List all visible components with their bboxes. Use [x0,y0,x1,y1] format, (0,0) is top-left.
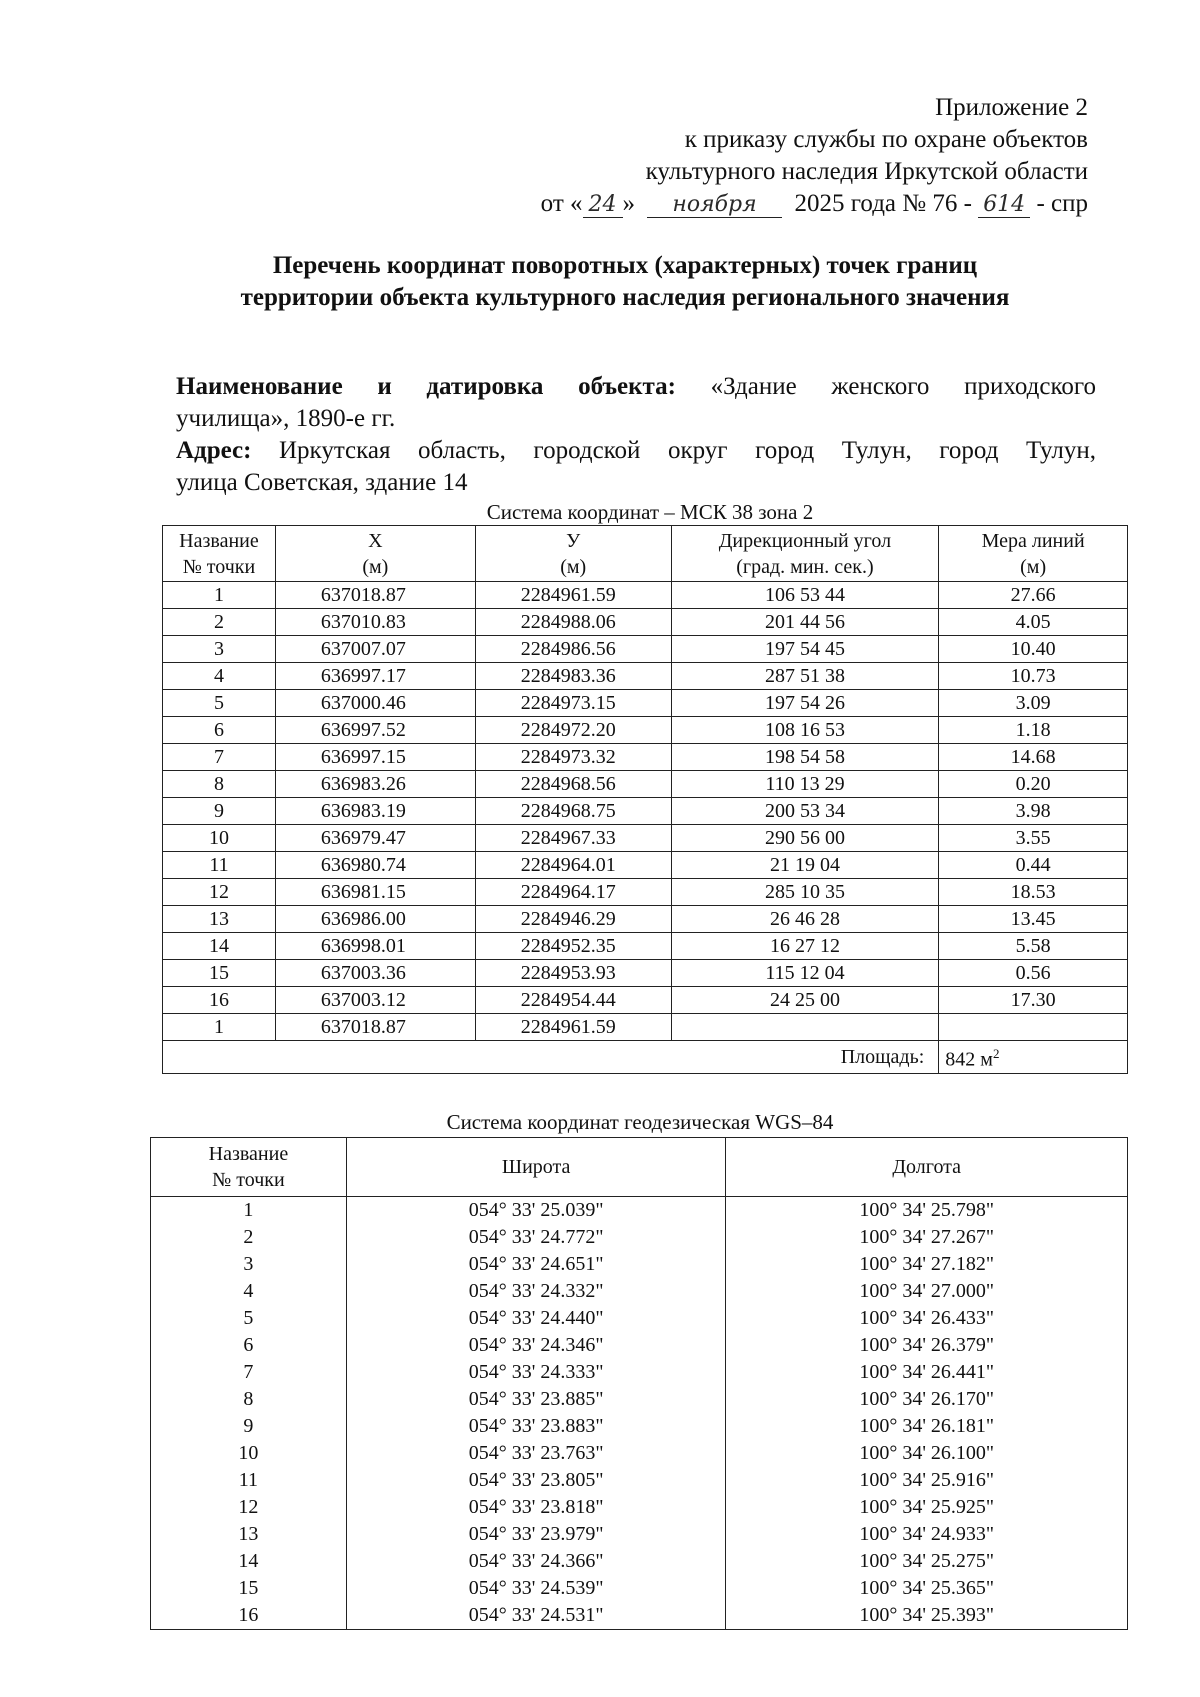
msk-point-cell: 8 [163,771,276,798]
handwritten-month: ноября [647,193,782,218]
msk-y-cell: 2284968.75 [475,798,671,825]
msk-point-cell: 11 [163,852,276,879]
address-value: Иркутская область, городской округ город Тулун, город Тулун, [278,437,1096,464]
msk-angle-cell: 26 46 28 [671,906,939,933]
wgs-latitude-cell: 054° 33' 23.979" [346,1521,726,1548]
msk-angle-cell: 115 12 04 [671,960,939,987]
wgs-point-cell: 15 [151,1575,347,1602]
title-line-1: Перечень координат поворотных (характерных) точек границ [272,252,978,279]
wgs-table-row [151,1224,1128,1251]
msk-length-cell [939,1014,1128,1041]
wgs-point-cell: 16 [151,1602,347,1630]
wgs-latitude-cell: 054° 33' 25.039" [346,1197,726,1225]
wgs-latitude-cell: 054° 33' 24.531" [346,1602,726,1630]
wgs-point-cell: 10 [151,1440,347,1467]
wgs-longitude-cell: 100° 34' 25.798" [726,1197,1128,1225]
msk-table-row [163,771,1128,798]
wgs-latitude-cell: 054° 33' 24.346" [346,1332,726,1359]
wgs-point-cell: 6 [151,1332,347,1359]
msk-point-cell: 5 [163,690,276,717]
msk-angle-cell: 108 16 53 [671,717,939,744]
wgs-point-cell: 1 [151,1197,347,1225]
msk-table-caption: Система координат – МСК 38 зона 2 [486,500,814,524]
wgs-latitude-cell: 054° 33' 23.805" [346,1467,726,1494]
msk-point-cell: 12 [163,879,276,906]
msk-angle-cell: 200 53 34 [671,798,939,825]
msk-y-cell: 2284967.33 [475,825,671,852]
msk-y-cell: 2284986.56 [475,636,671,663]
msk-point-cell: 14 [163,933,276,960]
appendix-header [541,92,1088,220]
msk-col-angle: Дирекционный угол (град. мин. сек.) [671,526,939,582]
msk-table-row [163,663,1128,690]
msk-y-cell: 2284973.32 [475,744,671,771]
msk-x-cell: 636997.17 [275,663,475,690]
msk-length-cell: 17.30 [939,987,1128,1014]
msk-length-cell: 4.05 [939,609,1128,636]
wgs-table-caption: Система координат геодезическая WGS–84 [446,1110,834,1134]
order-year-text: 2025 года № 76 - [794,190,972,217]
wgs-longitude-cell: 100° 34' 26.379" [726,1332,1128,1359]
msk-table-row [163,987,1128,1014]
msk-y-cell: 2284964.17 [475,879,671,906]
msk-table-row [163,636,1128,663]
msk-x-cell: 636997.52 [275,717,475,744]
wgs-latitude-cell: 054° 33' 23.818" [346,1494,726,1521]
msk-point-cell: 9 [163,798,276,825]
wgs-point-cell: 12 [151,1494,347,1521]
msk-angle-cell: 287 51 38 [671,663,939,690]
handwritten-order-number: 614 [978,193,1030,218]
msk-table-row [163,879,1128,906]
wgs-latitude-cell: 054° 33' 24.332" [346,1278,726,1305]
msk-length-cell: 3.98 [939,798,1128,825]
msk-point-cell: 2 [163,609,276,636]
wgs-latitude-cell: 054° 33' 24.539" [346,1575,726,1602]
wgs-latitude-cell: 054° 33' 24.772" [346,1224,726,1251]
msk-col-y: У (м) [475,526,671,582]
wgs-point-cell: 3 [151,1251,347,1278]
wgs-table-row [151,1278,1128,1305]
wgs-table-row [151,1413,1128,1440]
msk-y-cell: 2284961.59 [475,1014,671,1041]
wgs-longitude-cell: 100° 34' 26.433" [726,1305,1128,1332]
msk-table-row [163,1014,1128,1041]
object-name-label: Наименование и датировка объекта: [176,373,676,400]
msk-length-cell: 27.66 [939,582,1128,609]
msk-x-cell: 637003.36 [275,960,475,987]
msk-angle-cell: 24 25 00 [671,987,939,1014]
wgs-table-row [151,1602,1128,1630]
msk-x-cell: 636983.26 [275,771,475,798]
wgs-longitude-cell: 100° 34' 25.365" [726,1575,1128,1602]
wgs-table-row [151,1494,1128,1521]
address-label: Адрес: [176,437,252,464]
wgs-col-longitude: Долгота [726,1138,1128,1197]
msk-x-cell: 637003.12 [275,987,475,1014]
msk-col-length: Мера линий (м) [939,526,1128,582]
msk-table-row [163,852,1128,879]
order-reference-line: к приказу службы по охране объектов [684,126,1088,153]
msk-length-cell: 3.09 [939,690,1128,717]
wgs-longitude-cell: 100° 34' 25.925" [726,1494,1128,1521]
msk-x-cell: 636998.01 [275,933,475,960]
msk-y-cell: 2284973.15 [475,690,671,717]
wgs-latitude-cell: 054° 33' 23.763" [346,1440,726,1467]
wgs-point-cell: 13 [151,1521,347,1548]
wgs-latitude-cell: 054° 33' 23.883" [346,1413,726,1440]
wgs-table-row [151,1359,1128,1386]
wgs-longitude-cell: 100° 34' 27.182" [726,1251,1128,1278]
msk-x-cell: 636986.00 [275,906,475,933]
wgs-point-cell: 14 [151,1548,347,1575]
msk-length-cell: 10.73 [939,663,1128,690]
wgs-col-latitude: Широта [346,1138,726,1197]
msk-x-cell: 636997.15 [275,744,475,771]
wgs-table-row [151,1548,1128,1575]
msk-angle-cell: 201 44 56 [671,609,939,636]
wgs-longitude-cell: 100° 34' 26.100" [726,1440,1128,1467]
wgs-point-cell: 9 [151,1413,347,1440]
area-value: 842 $м^2$ [939,1041,1128,1074]
msk-point-cell: 13 [163,906,276,933]
date-prefix: от « [540,190,583,217]
wgs-point-cell: 7 [151,1359,347,1386]
wgs-table-row [151,1440,1128,1467]
order-authority-line: культурного наследия Иркутской области [645,158,1088,185]
msk-table-row [163,906,1128,933]
msk-length-cell: 3.55 [939,825,1128,852]
msk-angle-cell [671,1014,939,1041]
wgs-table-row [151,1332,1128,1359]
msk-length-cell: 13.45 [939,906,1128,933]
msk-length-cell: 5.58 [939,933,1128,960]
msk-length-cell: 18.53 [939,879,1128,906]
object-name-line [176,371,1096,403]
order-suffix: - спр [1036,190,1088,217]
msk-table-row [163,960,1128,987]
wgs-longitude-cell: 100° 34' 25.275" [726,1548,1128,1575]
msk-table-row [163,825,1128,852]
msk-table-row [163,690,1128,717]
wgs-latitude-cell: 054° 33' 24.333" [346,1359,726,1386]
msk-point-cell: 1 [163,1014,276,1041]
msk-y-cell: 2284972.20 [475,717,671,744]
object-name-value-cont: училища», 1890-е гг. [176,405,396,432]
wgs-point-cell: 2 [151,1224,347,1251]
msk-length-cell: 1.18 [939,717,1128,744]
object-name-value: «Здание женского приходского [710,373,1096,400]
wgs-longitude-cell: 100° 34' 26.441" [726,1359,1128,1386]
wgs-longitude-cell: 100° 34' 26.170" [726,1386,1128,1413]
msk-point-cell: 4 [163,663,276,690]
wgs-table-row [151,1197,1128,1225]
msk-point-cell: 16 [163,987,276,1014]
msk-angle-cell: 16 27 12 [671,933,939,960]
wgs-latitude-cell: 054° 33' 23.885" [346,1386,726,1413]
appendix-number: Приложение 2 [935,94,1088,121]
msk-x-cell: 636979.47 [275,825,475,852]
wgs-table-row [151,1467,1128,1494]
wgs-longitude-cell: 100° 34' 25.916" [726,1467,1128,1494]
wgs-header-row [151,1138,1128,1197]
msk-y-cell: 2284954.44 [475,987,671,1014]
msk-angle-cell: 106 53 44 [671,582,939,609]
msk-y-cell: 2284952.35 [475,933,671,960]
msk-col-x: X (м) [275,526,475,582]
wgs-point-cell: 11 [151,1467,347,1494]
msk-angle-cell: 197 54 45 [671,636,939,663]
msk-x-cell: 637018.87 [275,582,475,609]
msk-point-cell: 1 [163,582,276,609]
wgs-longitude-cell: 100° 34' 24.933" [726,1521,1128,1548]
msk-point-cell: 15 [163,960,276,987]
msk-point-cell: 3 [163,636,276,663]
msk-angle-cell: 285 10 35 [671,879,939,906]
wgs-longitude-cell: 100° 34' 25.393" [726,1602,1128,1630]
msk-angle-cell: 110 13 29 [671,771,939,798]
msk-x-cell: 636983.19 [275,798,475,825]
msk-table-row [163,744,1128,771]
wgs-point-cell: 8 [151,1386,347,1413]
msk-length-cell: 10.40 [939,636,1128,663]
msk-point-cell: 7 [163,744,276,771]
wgs-latitude-cell: 054° 33' 24.440" [346,1305,726,1332]
msk-point-cell: 10 [163,825,276,852]
msk-table-row [163,798,1128,825]
msk-y-cell: 2284964.01 [475,852,671,879]
wgs-table-row [151,1521,1128,1548]
wgs-longitude-cell: 100° 34' 27.000" [726,1278,1128,1305]
order-date-line [541,188,1088,220]
msk-x-cell: 637010.83 [275,609,475,636]
title-line-2: территории объекта культурного наследия регионального значения [240,284,1010,311]
msk-area-row [163,1041,1128,1074]
document-title [150,250,1100,314]
wgs-coordinates-table [150,1137,1128,1630]
msk-length-cell: 14.68 [939,744,1128,771]
msk-length-cell: 0.44 [939,852,1128,879]
wgs-longitude-cell: 100° 34' 26.181" [726,1413,1128,1440]
msk-angle-cell: 21 19 04 [671,852,939,879]
wgs-table-row [151,1386,1128,1413]
msk-angle-cell: 198 54 58 [671,744,939,771]
msk-coordinates-table [162,525,1128,1074]
msk-y-cell: 2284983.36 [475,663,671,690]
object-info [176,371,1096,499]
msk-point-cell: 6 [163,717,276,744]
msk-angle-cell: 290 56 00 [671,825,939,852]
wgs-point-cell: 5 [151,1305,347,1332]
msk-y-cell: 2284968.56 [475,771,671,798]
wgs-col-point: Название № точки [151,1138,347,1197]
msk-x-cell: 637018.87 [275,1014,475,1041]
msk-table-row [163,933,1128,960]
msk-y-cell: 2284946.29 [475,906,671,933]
msk-length-cell: 0.56 [939,960,1128,987]
date-close-quote: » [622,190,636,217]
msk-length-cell: 0.20 [939,771,1128,798]
msk-angle-cell: 197 54 26 [671,690,939,717]
wgs-latitude-cell: 054° 33' 24.366" [346,1548,726,1575]
msk-table-row [163,717,1128,744]
wgs-table-row [151,1575,1128,1602]
handwritten-day: 24 [583,193,623,218]
address-value-cont: улица Советская, здание 14 [176,469,468,496]
wgs-point-cell: 4 [151,1278,347,1305]
msk-table-row [163,582,1128,609]
wgs-longitude-cell: 100° 34' 27.267" [726,1224,1128,1251]
msk-x-cell: 637000.46 [275,690,475,717]
msk-col-point: Название № точки [163,526,276,582]
object-address-line [176,435,1096,467]
wgs-table-row [151,1251,1128,1278]
msk-table-row [163,609,1128,636]
msk-x-cell: 636980.74 [275,852,475,879]
msk-x-cell: 637007.07 [275,636,475,663]
msk-x-cell: 636981.15 [275,879,475,906]
msk-y-cell: 2284961.59 [475,582,671,609]
wgs-table-row [151,1305,1128,1332]
wgs-latitude-cell: 054° 33' 24.651" [346,1251,726,1278]
msk-y-cell: 2284953.93 [475,960,671,987]
msk-y-cell: 2284988.06 [475,609,671,636]
msk-header-row [163,526,1128,582]
area-label: Площадь: [163,1041,939,1074]
